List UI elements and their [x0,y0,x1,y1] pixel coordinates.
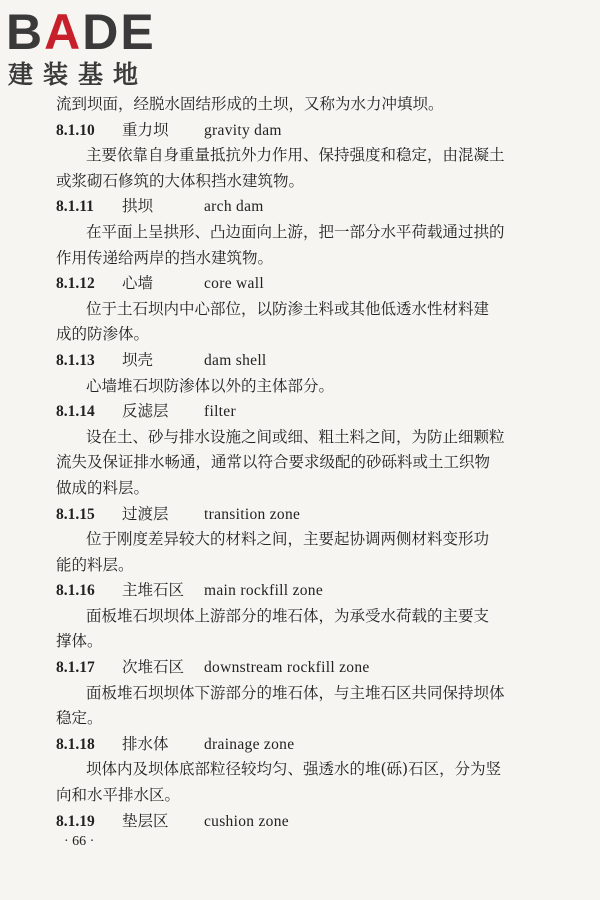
definition-line: 作用传递给两岸的挡水建筑物。 [56,248,274,267]
term-number: 8.1.16 [56,582,95,600]
definition-line: 能的料层。 [56,555,134,574]
continued-paragraph: 流到坝面，经脱水固结形成的土坝，又称为水力冲填坝。 [56,95,444,113]
definition-line: 位于刚度差异较大的材料之间，主要起协调两侧材料变形功 [86,530,490,549]
term-heading [56,271,576,297]
page-number: · 66 · [64,834,95,849]
term-number: 8.1.18 [56,735,95,753]
document-body [56,92,576,834]
term-heading [56,578,576,604]
term-english: gravity dam [204,121,282,139]
definition-line: 向和水平排水区。 [56,786,181,805]
term-number: 8.1.17 [56,659,95,677]
term-heading [56,732,576,758]
term-chinese: 次堆石区 [122,658,185,677]
term-heading [56,809,576,835]
definition-line: 位于土石坝内中心部位，以防渗土料或其他低透水性材料建 [86,299,490,318]
term-chinese: 主堆石区 [122,581,185,600]
term-heading [56,399,576,425]
definition-line: 心墙堆石坝防渗体以外的主体部分。 [86,376,335,395]
term-chinese: 拱坝 [122,197,154,216]
term-number: 8.1.13 [56,351,95,369]
term-heading [56,348,576,374]
bade-logo [6,4,176,92]
term-english: drainage zone [204,735,295,753]
definition-line: 面板堆石坝坝体下游部分的堆石体，与主堆石区共同保持坝体 [86,683,505,702]
definition-line: 流失及保证排水畅通，通常以符合要求级配的砂砾料或土工织物 [56,453,491,472]
term-english: core wall [204,275,264,293]
glossary-entries [56,118,576,835]
definition-line: 稳定。 [56,709,103,728]
term-heading [56,502,576,528]
definition-line: 面板堆石坝坝体上游部分的堆石体，为承受水荷载的主要支 [86,606,490,625]
term-chinese: 反滤层 [122,402,169,421]
term-heading [56,118,576,144]
definition-line: 在平面上呈拱形、凸边面向上游，把一部分水平荷载通过拱的 [86,222,505,241]
term-heading [56,194,576,220]
term-chinese: 排水体 [122,734,169,753]
definition-line: 撑体。 [56,632,103,651]
logo-wordmark: BADE [6,4,156,60]
definition-line: 主要依靠自身重量抵抗外力作用、保持强度和稳定，由混凝土 [86,146,505,165]
term-english: transition zone [204,505,301,523]
definition-line: 设在土、砂与排水设施之间或细、粗土料之间，为防止细颗粒 [86,427,505,446]
term-number: 8.1.15 [56,505,95,523]
term-chinese: 过渡层 [122,504,169,523]
definition-line: 或浆砌石修筑的大体积挡水建筑物。 [56,171,305,190]
term-english: filter [204,403,236,421]
term-english: arch dam [204,198,264,216]
term-number: 8.1.14 [56,403,95,421]
term-number: 8.1.12 [56,275,95,293]
term-chinese: 重力坝 [122,120,169,139]
term-number: 8.1.10 [56,121,95,139]
term-chinese: 心墙 [122,274,154,293]
logo-subtitle: 建装基地 [8,60,149,89]
term-heading [56,655,576,681]
term-english: dam shell [204,351,267,369]
term-number: 8.1.11 [56,198,94,216]
term-chinese: 垫层区 [122,811,169,830]
definition-line: 成的防渗体。 [56,325,150,344]
term-english: downstream rockfill zone [204,659,370,677]
term-chinese: 坝壳 [122,350,154,369]
term-english: main rockfill zone [204,582,324,600]
term-number: 8.1.19 [56,812,95,830]
definition-line: 做成的料层。 [56,478,150,497]
term-english: cushion zone [204,812,289,830]
definition-line: 坝体内及坝体底部粒径较均匀、强透水的堆(砾)石区，分为竖 [86,760,502,779]
